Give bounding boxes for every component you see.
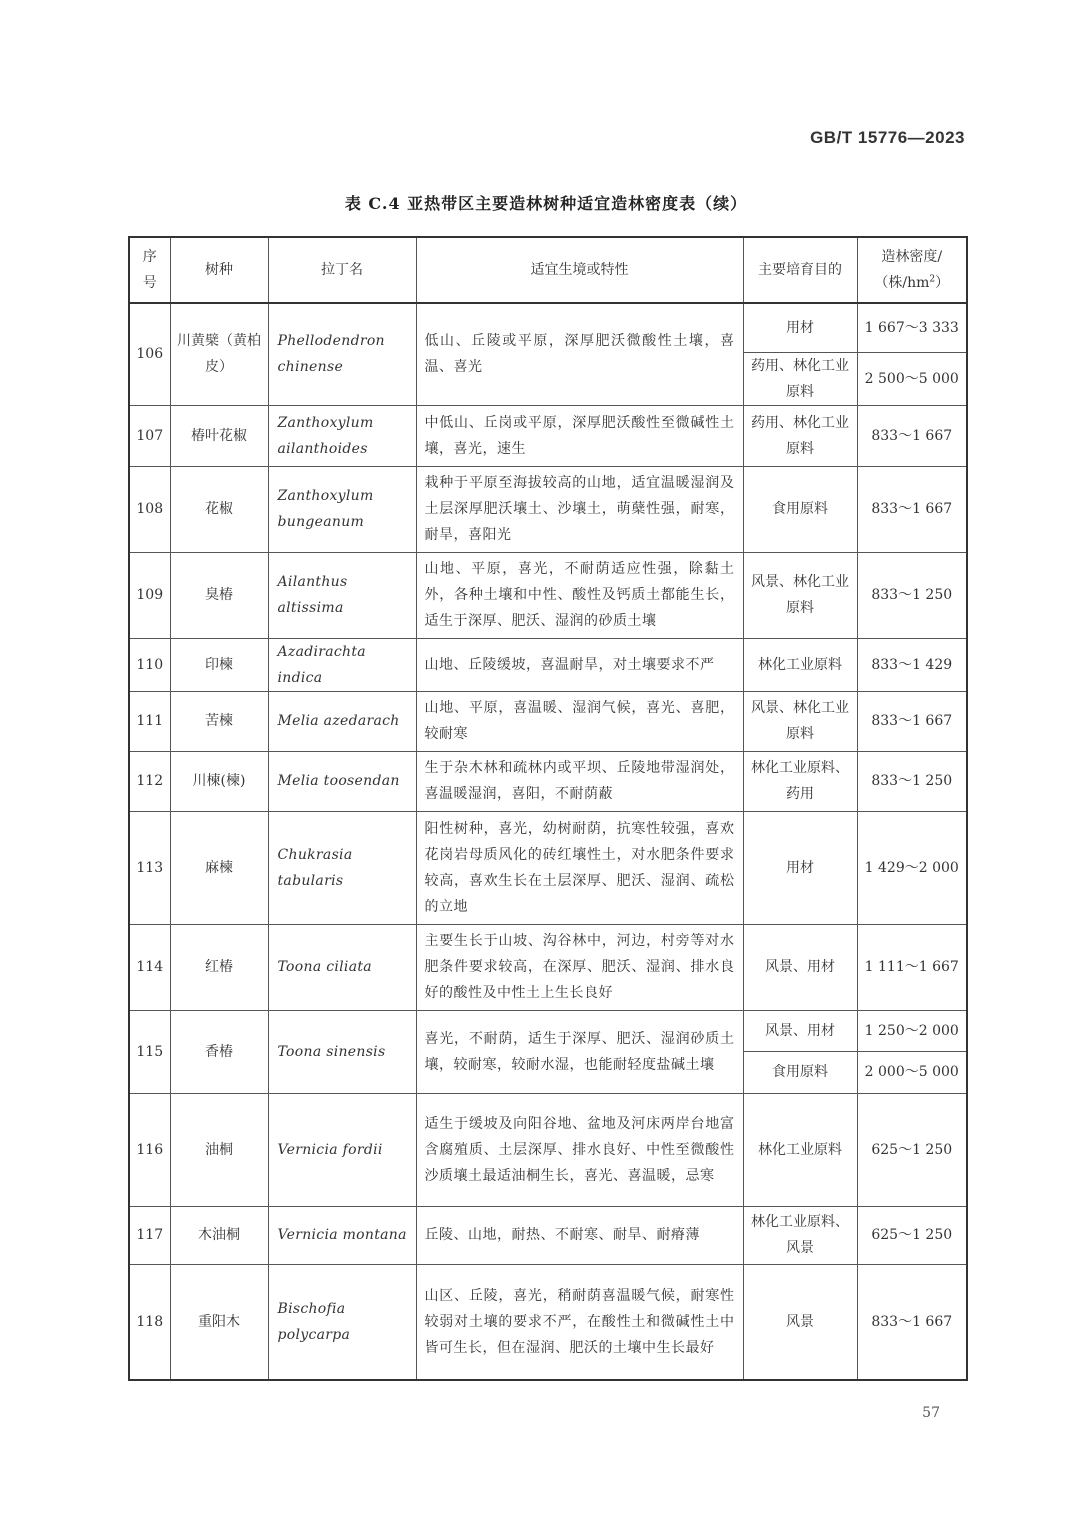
density-cell: 1 667～3 333: [857, 303, 967, 352]
purpose-cell: 风景: [743, 1264, 857, 1380]
species-name: 香椿: [170, 1010, 268, 1093]
density-cell: 833～1 667: [857, 466, 967, 552]
density-cell: 833～1 250: [857, 552, 967, 638]
row-number: 116: [129, 1093, 170, 1206]
row-number: 118: [129, 1264, 170, 1380]
purpose-cell: 林化工业原料: [743, 638, 857, 691]
latin-name: Zanthoxylum bungeanum: [268, 466, 416, 552]
habitat-text: 山地、平原，喜光，不耐荫适应性强，除黏土外，各种土壤和中性、酸性及钙质土都能生长，适生于深厚、肥沃、湿润的砂质土壤: [416, 552, 743, 638]
purpose-cell: 用材: [743, 303, 857, 352]
density-cell: 833～1 667: [857, 1264, 967, 1380]
latin-name: Vernicia montana: [268, 1206, 416, 1264]
col-header-density: [857, 237, 967, 303]
table-row: [129, 751, 967, 811]
table-row: [129, 1093, 967, 1206]
density-header-line1: 造林密度/: [881, 249, 943, 265]
table-row: [129, 638, 967, 691]
density-cell: 833～1 667: [857, 405, 967, 466]
purpose-cell: 食用原料: [743, 1051, 857, 1093]
purpose-cell: 食用原料: [743, 466, 857, 552]
table-row: [129, 1206, 967, 1264]
row-number: 114: [129, 924, 170, 1010]
col-header-habitat: 适宜生境或特性: [416, 237, 743, 303]
density-header-line2-pre: （株/hm: [874, 275, 930, 291]
latin-name: Toona sinensis: [268, 1010, 416, 1093]
row-number: 106: [129, 303, 170, 405]
purpose-cell: 风景、用材: [743, 1010, 857, 1051]
latin-name: Azadirachta indica: [268, 638, 416, 691]
col-header-purpose: 主要培育目的: [743, 237, 857, 303]
habitat-text: 丘陵、山地，耐热、不耐寒、耐旱、耐瘠薄: [416, 1206, 743, 1264]
habitat-text: 低山、丘陵或平原，深厚肥沃微酸性土壤，喜温、喜光: [416, 303, 743, 405]
density-cell: 1 111～1 667: [857, 924, 967, 1010]
purpose-cell: 药用、林化工业原料: [743, 352, 857, 405]
table-row: [129, 405, 967, 466]
table-row: [129, 466, 967, 552]
latin-name: Ailanthus altissima: [268, 552, 416, 638]
species-name: 木油桐: [170, 1206, 268, 1264]
habitat-text: 山地、丘陵缓坡，喜温耐旱，对土壤要求不严: [416, 638, 743, 691]
habitat-text: 主要生长于山坡、沟谷林中，河边，村旁等对水肥条件要求较高，在深厚、肥沃、湿润、排水良好的酸性及中性土上生长良好: [416, 924, 743, 1010]
species-name: 印楝: [170, 638, 268, 691]
row-number: 107: [129, 405, 170, 466]
density-cell: 625～1 250: [857, 1206, 967, 1264]
species-name: 川黄檗（黄柏皮）: [170, 303, 268, 405]
purpose-cell: 风景、林化工业原料: [743, 691, 857, 751]
density-cell: 1 429～2 000: [857, 811, 967, 924]
table-row: [129, 552, 967, 638]
density-table: [128, 236, 968, 1381]
row-number: 115: [129, 1010, 170, 1093]
latin-name: Chukrasia tabularis: [268, 811, 416, 924]
row-number: 112: [129, 751, 170, 811]
species-name: 臭椿: [170, 552, 268, 638]
page-number: 57: [922, 1405, 940, 1421]
density-cell: 2 500～5 000: [857, 352, 967, 405]
habitat-text: 阳性树种，喜光，幼树耐荫，抗寒性较强，喜欢花岗岩母质风化的砖红壤性土，对水肥条件要求较高，喜欢生长在土层深厚、肥沃、湿润、疏松的立地: [416, 811, 743, 924]
table-title: 表 C.4 亚热带区主要造林树种适宜造林密度表（续）: [344, 194, 748, 213]
habitat-text: 山区、丘陵，喜光，稍耐荫喜温暖气候，耐寒性较弱对土壤的要求不严，在酸性土和微碱性土中皆可生长，但在湿润、肥沃的土壤中生长最好: [416, 1264, 743, 1380]
row-number: 113: [129, 811, 170, 924]
species-name: 苦楝: [170, 691, 268, 751]
species-name: 油桐: [170, 1093, 268, 1206]
purpose-cell: 林化工业原料、药用: [743, 751, 857, 811]
density-cell: 1 250～2 000: [857, 1010, 967, 1051]
density-header-line2-post: ）: [935, 275, 950, 291]
density-cell: 833～1 667: [857, 691, 967, 751]
latin-name: Melia azedarach: [268, 691, 416, 751]
col-header-no: 序号: [129, 237, 170, 303]
purpose-cell: 药用、林化工业原料: [743, 405, 857, 466]
latin-name: Phellodendron chinense: [268, 303, 416, 405]
habitat-text: 喜光，不耐荫，适生于深厚、肥沃、湿润砂质土壤，较耐寒，较耐水湿，也能耐轻度盐碱土壤: [416, 1010, 743, 1093]
species-name: 花椒: [170, 466, 268, 552]
species-name: 川楝(楝): [170, 751, 268, 811]
latin-name: Toona ciliata: [268, 924, 416, 1010]
purpose-cell: 林化工业原料、风景: [743, 1206, 857, 1264]
habitat-text: 适生于缓坡及向阳谷地、盆地及河床两岸台地富含腐殖质、土层深厚、排水良好、中性至微酸性沙质壤土最适油桐生长，喜光、喜温暖，忌寒: [416, 1093, 743, 1206]
density-header-sup: 2: [929, 274, 936, 285]
species-name: 椿叶花椒: [170, 405, 268, 466]
species-name: 麻楝: [170, 811, 268, 924]
col-header-latin: 拉丁名: [268, 237, 416, 303]
table-row: [129, 691, 967, 751]
habitat-text: 山地、平原，喜温暖、湿润气候，喜光、喜肥，较耐寒: [416, 691, 743, 751]
row-number: 110: [129, 638, 170, 691]
standard-number: GB/T 15776—2023: [810, 128, 965, 147]
species-name: 重阳木: [170, 1264, 268, 1380]
row-number: 109: [129, 552, 170, 638]
density-cell: 625～1 250: [857, 1093, 967, 1206]
habitat-text: 中低山、丘岗或平原，深厚肥沃酸性至微碱性土壤，喜光，速生: [416, 405, 743, 466]
table-row: [129, 1264, 967, 1380]
habitat-text: 栽种于平原至海拔较高的山地，适宜温暖湿润及土层深厚肥沃壤土、沙壤土，萌蘖性强，耐寒，耐旱，喜阳光: [416, 466, 743, 552]
species-name: 红椿: [170, 924, 268, 1010]
table-row: [129, 303, 967, 352]
table-row: [129, 1010, 967, 1051]
purpose-cell: 风景、林化工业原料: [743, 552, 857, 638]
table-header-row: [129, 237, 967, 303]
latin-name: Vernicia fordii: [268, 1093, 416, 1206]
purpose-cell: 风景、用材: [743, 924, 857, 1010]
density-cell: 833～1 429: [857, 638, 967, 691]
latin-name: Zanthoxylum ailanthoides: [268, 405, 416, 466]
purpose-cell: 用材: [743, 811, 857, 924]
latin-name: Melia toosendan: [268, 751, 416, 811]
density-cell: 2 000～5 000: [857, 1051, 967, 1093]
latin-name: Bischofia polycarpa: [268, 1264, 416, 1380]
table-row: [129, 924, 967, 1010]
row-number: 108: [129, 466, 170, 552]
habitat-text: 生于杂木林和疏林内或平坝、丘陵地带湿润处，喜温暖湿润，喜阳，不耐荫蔽: [416, 751, 743, 811]
table-row: [129, 811, 967, 924]
density-cell: 833～1 250: [857, 751, 967, 811]
purpose-cell: 林化工业原料: [743, 1093, 857, 1206]
row-number: 117: [129, 1206, 170, 1264]
row-number: 111: [129, 691, 170, 751]
col-header-species: 树种: [170, 237, 268, 303]
